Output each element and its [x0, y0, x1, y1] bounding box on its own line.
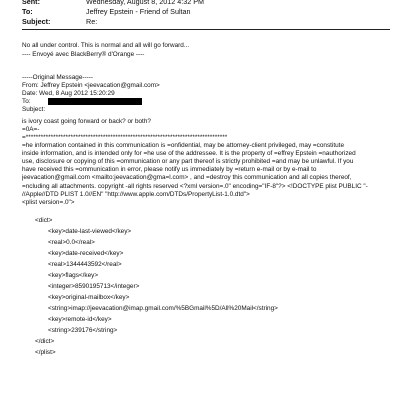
plist-entry: <key>date-received</key> [48, 250, 124, 257]
original-from: From: Jeffrey Epstein <jeevacation@gmail.com> [22, 82, 160, 89]
plist-dict-open: <dict> [35, 217, 53, 224]
original-question: is ivory coast going forward or back? or both? [22, 118, 151, 125]
original-to-label: To: [22, 98, 31, 106]
sent-value: Wednesday, August 8, 2012 4:32 PM [86, 0, 205, 6]
plist-entry: <real>0.0</real> [48, 239, 95, 246]
original-to-row [22, 98, 142, 106]
disclaimer-line: have received this =ommunication in error, please notify us immediately by =return e-mail or by e-mail to [22, 166, 317, 174]
plist-entry: <real>1344443592</real> [48, 261, 122, 268]
original-oa: =0A=- [22, 126, 40, 133]
original-message-title: -----Original Message----- [22, 74, 94, 81]
header-subject-row [22, 17, 97, 26]
to-value: Jeffrey Epstein - Friend of Sultan [86, 7, 191, 16]
disclaimer-line: <plist version=.0"> [22, 198, 75, 206]
header-to-row [22, 7, 191, 16]
plist-entry: <string>imap://jeevacation@imap.gmail.com/%5BGmail%5D/All%20Mail</string> [48, 305, 278, 312]
reply-line-2: ---- Envoyé avec BlackBerry® d'Orange ---- [22, 51, 145, 58]
plist-entry: <key>original-mailbox</key> [48, 294, 130, 301]
plist-dict-close: </dict> [35, 338, 55, 345]
header-sent-row [22, 0, 204, 6]
plist-entry: <key>remote-id</key> [48, 316, 112, 323]
disclaimer-block [22, 134, 388, 207]
plist-close: </plist> [35, 349, 56, 356]
disclaimer-line: =********************************************************************************* [22, 134, 228, 141]
subject-value: Re: [86, 17, 98, 26]
disclaimer-line: inside information, and is intended only for =he use of the addressee. It is the property of =effrey Epstein =nauthorized [22, 150, 356, 158]
original-subject: Subject: [22, 106, 46, 113]
reply-line-1: No all under control. This is normal and all will go forward... [22, 42, 190, 49]
subject-label: Subject: [22, 17, 51, 26]
plist-entry: <key>flags</key> [48, 272, 99, 279]
disclaimer-line: jeevacation@gmail.com <mailto:jeevacation@gma=l.com> , and =destroy this communication and all copies thereof, [22, 174, 352, 182]
to-label: To: [22, 7, 33, 16]
disclaimer-line: use, disclosure or copying of this =ommunication or any part thereof is strictly prohibited =and may be unlawful. If you [22, 158, 354, 166]
original-date: Date: Wed, 8 Aug 2012 15:20:29 [22, 90, 115, 97]
disclaimer-line: =he information contained in this communication is =onfidential, may be attorney-client privileged, may =constitute [22, 142, 345, 150]
disclaimer-line: =ncluding all attachments. copyright -all rights reserved <?xml version=.0" encoding="IF-8"?> <!DOCTYPE plist PUBLIC "- [22, 182, 368, 190]
redaction-box [48, 98, 142, 105]
plist-entry: <integer>8590195713</integer> [48, 283, 140, 290]
sent-label: Sent: [22, 0, 40, 6]
disclaimer-line: //Apple//DTD PLIST 1.0//EN" "http://www.apple.com/DTDs/PropertyList-1.0.dtd"> [22, 190, 250, 198]
plist-entry: <key>date-last-viewed</key> [48, 228, 132, 235]
header-divider [22, 29, 390, 30]
plist-entry: <string>239176</string> [48, 327, 118, 334]
